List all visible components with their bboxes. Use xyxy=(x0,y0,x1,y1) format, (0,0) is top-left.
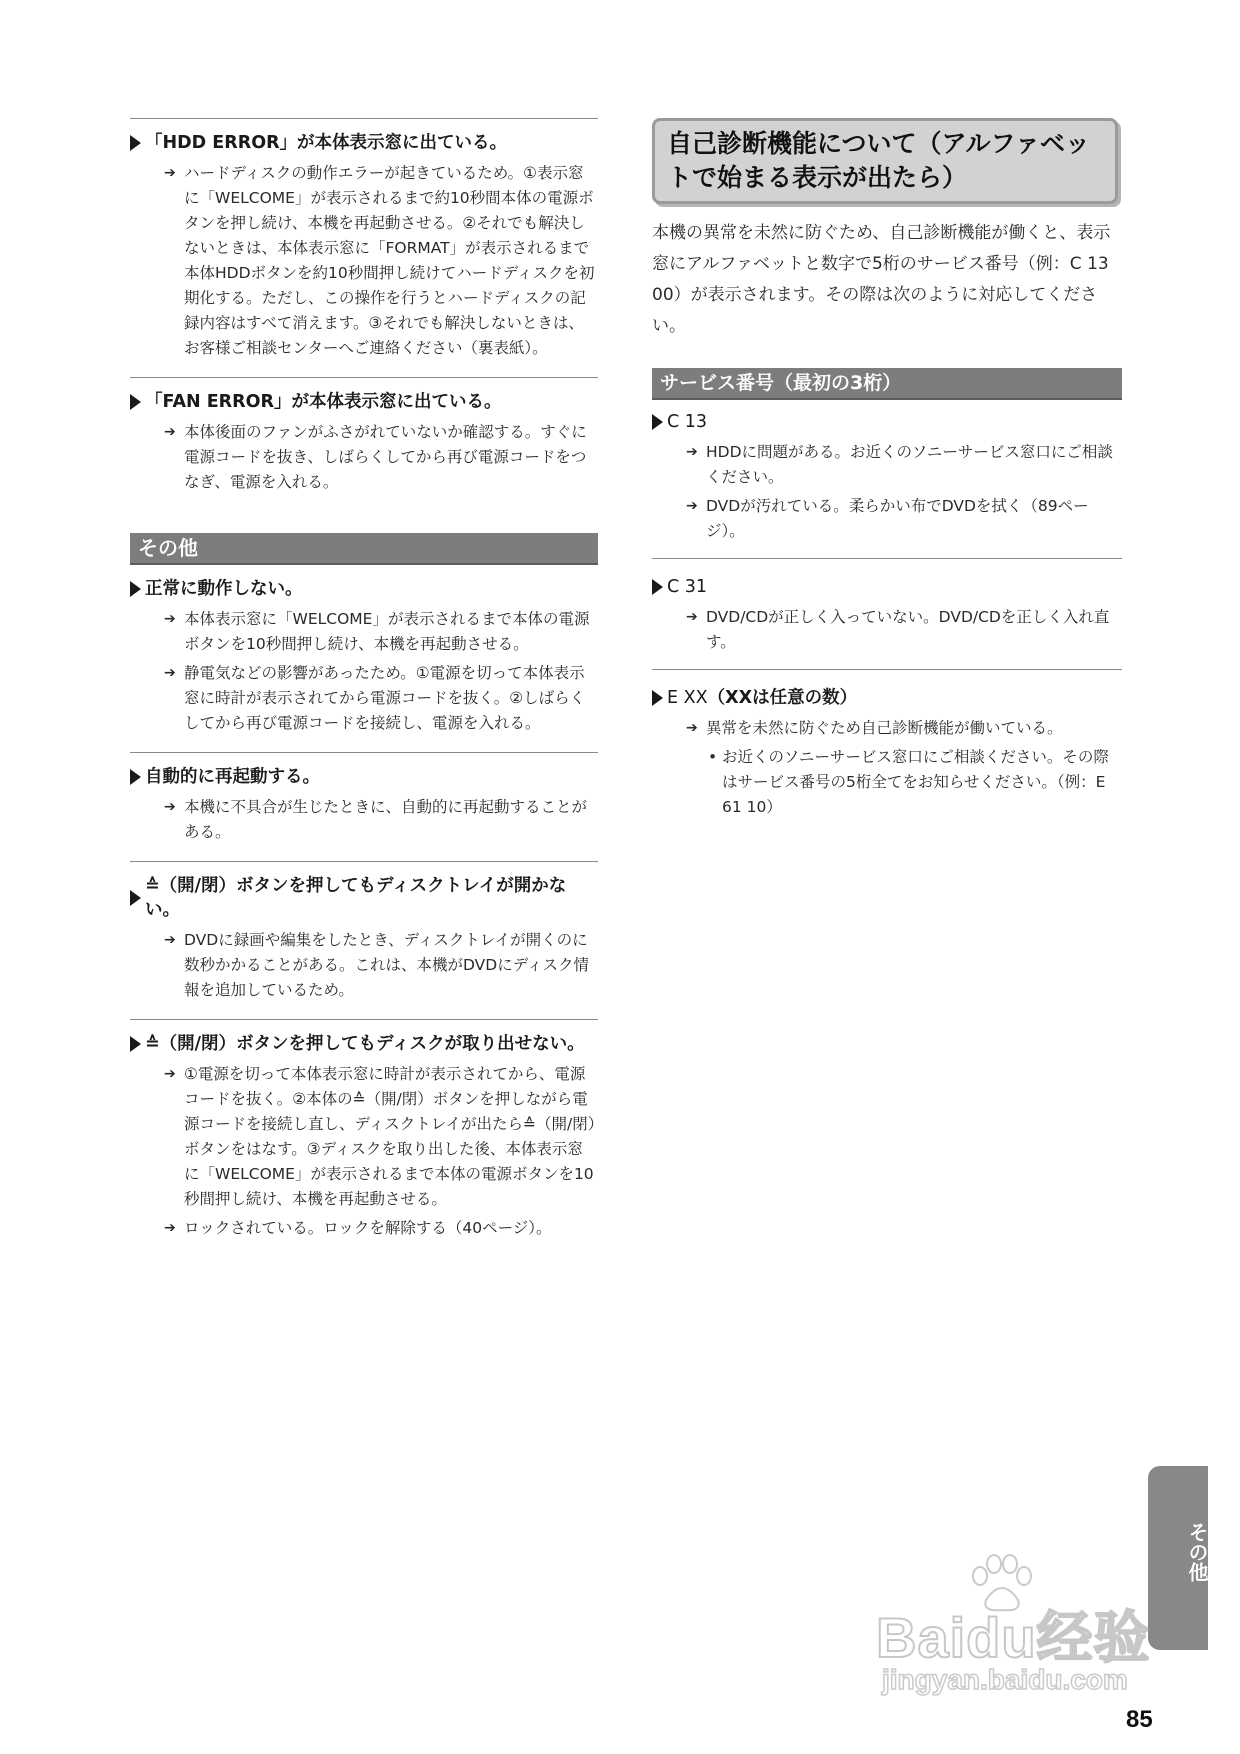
arrow-right-icon: ➔ xyxy=(164,424,176,440)
triangle-bullet-icon xyxy=(130,769,141,785)
side-tab-label: その他 xyxy=(1185,1522,1209,1582)
trouble-title xyxy=(130,131,598,155)
triangle-bullet-icon xyxy=(130,394,141,410)
self-diagnosis-heading: 自己診断機能について（アルファベットで始まる表示が出たら） xyxy=(652,118,1118,204)
service-code-item xyxy=(652,669,1122,834)
remedy-text xyxy=(130,161,598,361)
trouble-title xyxy=(130,765,598,789)
watermark-url-text: jingyan.baidu.com xyxy=(882,1664,1128,1695)
trouble-title-text: ≙（開/閉）ボタンを押してもディスクトレイが開かない。 xyxy=(145,876,567,920)
trouble-title-text: 自動的に再起動する。 xyxy=(145,767,320,787)
arrow-right-icon: ➔ xyxy=(686,444,698,460)
service-code-title xyxy=(652,410,1122,434)
trouble-item xyxy=(130,577,598,752)
service-code-title xyxy=(652,686,1122,710)
service-code-list xyxy=(652,410,1122,834)
remedy-text xyxy=(652,440,1122,490)
bullet-note xyxy=(652,745,1122,820)
service-code: C 13 xyxy=(667,412,708,432)
trouble-item xyxy=(130,752,598,861)
service-code-item xyxy=(652,558,1122,669)
bullet-dot-icon: • xyxy=(708,748,718,766)
trouble-title xyxy=(130,577,598,601)
service-code-item xyxy=(652,410,1122,558)
remedy-body: 異常を未然に防ぐため自己診断機能が働いている。 xyxy=(706,719,1063,737)
remedy-text xyxy=(130,420,598,495)
trouble-title xyxy=(130,874,598,922)
trouble-title-text: ≙（開/閉）ボタンを押してもディスクが取り出せない。 xyxy=(145,1034,585,1054)
arrow-right-icon: ➔ xyxy=(686,720,698,736)
trouble-item xyxy=(130,118,598,377)
trouble-item xyxy=(130,1019,598,1257)
arrow-right-icon: ➔ xyxy=(164,1066,176,1082)
arrow-right-icon: ➔ xyxy=(686,498,698,514)
trouble-title xyxy=(130,390,598,414)
remedy-text xyxy=(130,607,598,657)
remedy-body: HDDに問題がある。お近くのソニーサービス窓口にご相談ください。 xyxy=(706,443,1113,486)
remedy-body: 本機に不具合が生じたときに、自動的に再起動することがある。 xyxy=(184,798,588,841)
arrow-right-icon: ➔ xyxy=(164,1220,176,1236)
remedy-body: 静電気などの影響があったため。①電源を切って本体表示窓に時計が表示されてから電源コードを抜く。②しばらくしてから再び電源コードを接続し、電源を入れる。 xyxy=(184,664,586,732)
left-column xyxy=(130,118,598,1257)
remedy-body: DVDが汚れている。柔らかい布でDVDを拭く（89ページ）。 xyxy=(706,497,1089,540)
remedy-text xyxy=(652,494,1122,544)
arrow-right-icon: ➔ xyxy=(164,665,176,681)
service-code: E XX xyxy=(667,688,708,708)
trouble-title-text: 「FAN ERROR」が本体表示窓に出ている。 xyxy=(145,392,502,412)
service-code-title xyxy=(652,575,1122,599)
trouble-title xyxy=(130,1032,598,1056)
remedy-body: DVD/CDが正しく入っていない。DVD/CDを正しく入れ直す。 xyxy=(706,608,1110,651)
self-diagnosis-intro: 本機の異常を未然に防ぐため、自己診断機能が働くと、表示窓にアルファベットと数字で5桁のサービス番号（例：C 13 00）が表示されます。その際は次のように対応してください。 xyxy=(652,223,1111,336)
baidu-watermark xyxy=(870,1588,1170,1698)
remedy-body: ハードディスクの動作エラーが起きているため。①表示窓に「WELCOME」が表示されるまで約10秒間本体の電源ボタンを押し続け、本機を再起動させる。②それでも解決しないときは、本体表示窓に「FORMAT」が表示されるまで本体HDDボタンを約10秒間押し続けてハードディスクを初期化する。ただし、この操作を行うとハードディスクの記録内容はすべて消えます。③それでも解決しないときは、お客様ご相談センターへご連絡ください（裏表紙）。 xyxy=(184,164,595,357)
remedy-text xyxy=(130,1216,598,1241)
error-group-1 xyxy=(130,118,598,511)
arrow-right-icon: ➔ xyxy=(164,932,176,948)
remedy-text xyxy=(130,1062,598,1212)
triangle-bullet-icon xyxy=(652,690,663,706)
arrow-right-icon: ➔ xyxy=(686,609,698,625)
remedy-body: DVDに録画や編集をしたとき、ディスクトレイが開くのに数秒かかることがある。これは、本機がDVDにディスク情報を追加しているため。 xyxy=(184,931,589,999)
triangle-bullet-icon xyxy=(130,135,141,151)
watermark-main-text: Baidu经验 xyxy=(876,1606,1151,1669)
remedy-text xyxy=(652,605,1122,655)
remedy-text xyxy=(130,661,598,736)
arrow-right-icon: ➔ xyxy=(164,611,176,627)
remedy-text xyxy=(130,795,598,845)
trouble-item xyxy=(130,377,598,511)
arrow-right-icon: ➔ xyxy=(164,165,176,181)
arrow-right-icon: ➔ xyxy=(164,799,176,815)
service-code: C 31 xyxy=(667,577,708,597)
bullet-body: お近くのソニーサービス窓口にご相談ください。その際はサービス番号の5桁全てをお知らせください。（例：E 61 10） xyxy=(722,748,1109,816)
service-code-note: （XXは任意の数） xyxy=(707,688,858,708)
trouble-title-text: 「HDD ERROR」が本体表示窓に出ている。 xyxy=(145,133,508,153)
triangle-bullet-icon xyxy=(130,581,141,597)
trouble-title-text: 正常に動作しない。 xyxy=(145,579,303,599)
remedy-body: 本体後面のファンがふさがれていないか確認する。すぐに電源コードを抜き、しばらくしてから再び電源コードをつなぎ、電源を入れる。 xyxy=(184,423,587,491)
section-bar-other: その他 xyxy=(130,533,598,565)
triangle-bullet-icon xyxy=(130,890,141,906)
triangle-bullet-icon xyxy=(652,414,663,430)
error-group-2 xyxy=(130,577,598,1257)
triangle-bullet-icon xyxy=(652,579,663,595)
page-number: 85 xyxy=(1126,1706,1153,1733)
remedy-body: ①電源を切って本体表示窓に時計が表示されてから、電源コードを抜く。②本体の≙（開/閉）ボタンを押しながら電源コードを接続し直し、ディスクトレイが出たら≙（開/閉）ボタンをはなす。③ディスクを取り出した後、本体表示窓に「WELCOME」が表示されるまで本体の電源ボタンを10秒間押し続け、本機を再起動させる。 xyxy=(184,1065,596,1208)
trouble-item xyxy=(130,861,598,1019)
remedy-text xyxy=(652,716,1122,741)
remedy-text xyxy=(130,928,598,1003)
triangle-bullet-icon xyxy=(130,1036,141,1052)
remedy-body: ロックされている。ロックを解除する（40ページ）。 xyxy=(184,1219,552,1237)
section-bar-service-number: サービス番号（最初の3桁） xyxy=(652,368,1122,400)
remedy-body: 本体表示窓に「WELCOME」が表示されるまで本体の電源ボタンを10秒間押し続け、本機を再起動させる。 xyxy=(184,610,590,653)
right-column xyxy=(652,118,1122,834)
